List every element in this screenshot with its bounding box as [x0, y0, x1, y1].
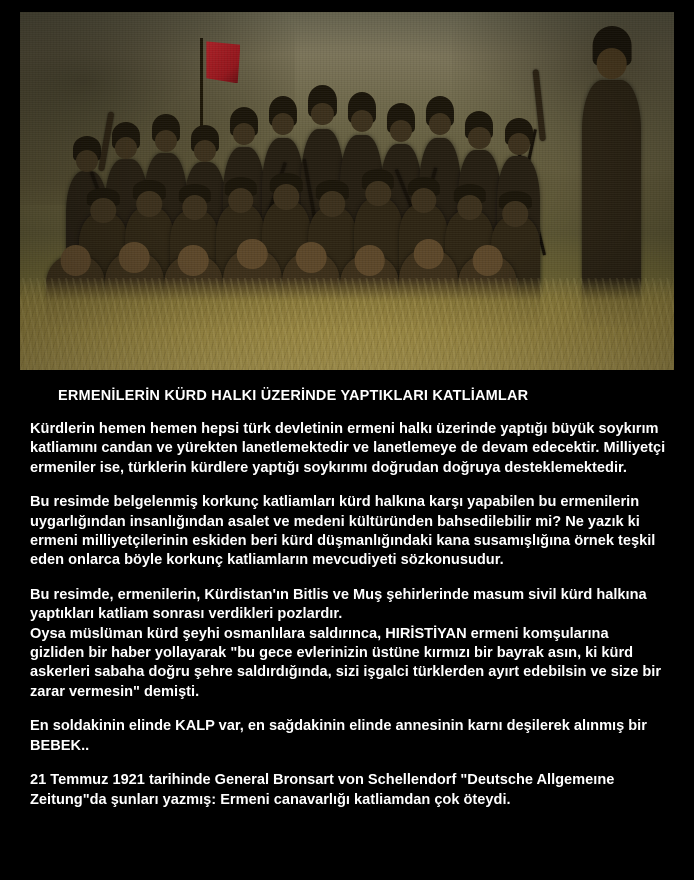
photo-canvas — [20, 12, 674, 370]
page-title: ERMENİLERİN KÜRD HALKI ÜZERİNDE YAPTIKLARI KATLİAMLAR — [58, 388, 529, 404]
paragraph-3: Bu resimde, ermenilerin, Kürdistan'ın Bitlis ve Muş şehirlerinde masum sivil kürd halkına yaptıkları katliam sonrası verdikleri pozlardır. — [30, 586, 647, 623]
paragraph-1: Kürdlerin hemen hemen hepsi türk devletinin ermeni halkı üzerinde yaptığı büyük soykırım katliamını candan ve yürekten lanetlemektedir ve lanetlemeye de devam edecektir. Milliyetçi ermeniler ise, türklerin kürdlere yaptığı soykırımı doğrudan doğruya desteklemektedir. — [30, 421, 666, 476]
page-root — [0, 12, 694, 880]
paragraph-2: Bu resimde belgelenmiş korkunç katliamları kürd halkına karşı yapabilen bu ermenilerin uygarlığından insanlığından asalet ve medeni kültüründen bahsedilebilir mi? Ne yazık ki ermeni milliyetçilerinin eskiden beri kürd düşmanlığındaki kana susamışlığına örnek teşkil eden onlarca böyle korkunç katliamların mevcudiyeti sözkonusudur. — [30, 494, 656, 569]
red-flag — [206, 41, 240, 83]
article-text — [0, 370, 694, 810]
paragraph-5: En soldakinin elinde KALP var, en sağdakinin elinde annesinin karnı deşilerek alınmış bir BEBEK.. — [30, 718, 647, 754]
paragraph-6: 21 Temmuz 1921 tarihinde General Bronsart von Schellendorf "Deutsche Allgemeıne Zeitung"da şunları yazmış: Ermeni canavarlığı katliamdan çok öteydi. — [30, 772, 615, 808]
photo-ground — [20, 278, 674, 370]
figure-head — [597, 48, 628, 79]
paragraph-4: Oysa müslüman kürd şeyhi osmanlılara saldırınca, HIRİSTİYAN ermeni komşularına gizliden bir haber yollayarak "bu gece evlerinizin üstüne kırmızı bir bayrak asın, ki kürd askerleri sabaha doğru şehre saldırdığında, sizi işgalci türklerden ayırt edebilsin ve size bir zarar vermesin" demişti. — [30, 625, 662, 700]
historical-photo — [20, 12, 674, 370]
